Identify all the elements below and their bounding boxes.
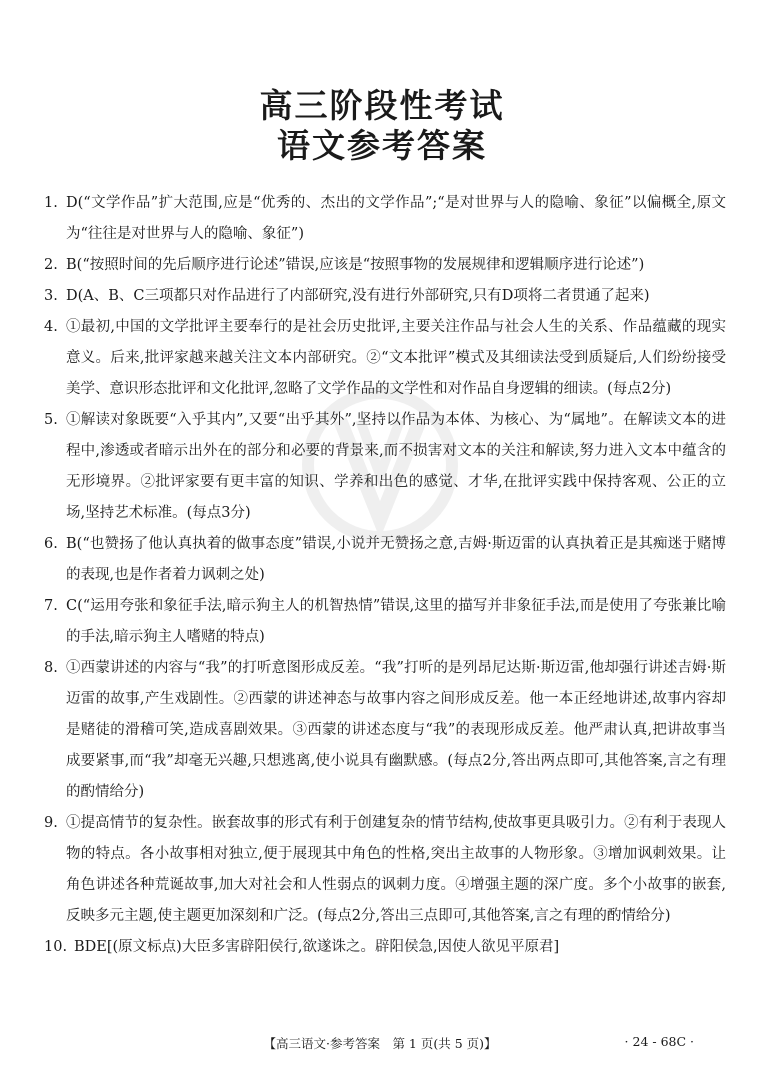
answer-text: D(A、B、C三项都只对作品进行了内部研究,没有进行外部研究,只有D项将二者贯通了起来) xyxy=(66,288,650,304)
answer-item-8 xyxy=(44,653,726,808)
answer-text: BDE[(原文标点)大臣多害辟阳侯行,欲遂诛之。辟阳侯急,因使人欲见平原君] xyxy=(74,939,560,955)
answer-item-6 xyxy=(44,529,726,591)
answer-text: D(“文学作品”扩大范围,应是“优秀的、杰出的文学作品”;“是对世界与人的隐喻、象征”以偏概全,原文为“往往是对世界与人的隐喻、象征”) xyxy=(66,195,726,242)
answer-number: 2. xyxy=(44,257,58,273)
answer-number: 9. xyxy=(44,815,58,831)
page-subtitle: 语文参考答案 xyxy=(277,126,487,165)
answer-text: ①最初,中国的文学批评主要奉行的是社会历史批评,主要关注作品与社会人生的关系、作品蕴藏的现实意义。后来,批评家越来越关注文本内部研究。②“文本批评”模式及其细读法受到质疑后,人们纷纷接受美学、意识形态批评和文化批评,忽略了文学作品的文学性和对作品自身逻辑的细读。(每点2分) xyxy=(66,319,726,397)
footer-page-info: 【高三语文·参考答案 第 1 页(共 5 页)】 xyxy=(263,1036,497,1051)
footer-code: · 24 - 68C · xyxy=(624,1034,694,1049)
answer-text: ①西蒙讲述的内容与“我”的打听意图形成反差。“我”打听的是列昂尼达斯·斯迈雷,他却强行讲述吉姆·斯迈雷的故事,产生戏剧性。②西蒙的讲述神态与故事内容之间形成反差。他一本正经地讲述,故事内容却是赌徒的滑稽可笑,造成喜剧效果。③西蒙的讲述态度与“我”的表现形成反差。他严肃认真,把讲故事当成要紧事,而“我”却毫无兴趣,只想逃离,使小说具有幽默感。(每点2分,答出两点即可,其他答案,言之有理的酌情给分) xyxy=(66,660,726,800)
answer-item-4 xyxy=(44,312,726,405)
answer-item-10 xyxy=(44,932,726,963)
answer-list xyxy=(44,188,726,963)
answer-number: 7. xyxy=(44,598,58,614)
answer-text: B(“也赞扬了他认真执着的做事态度”错误,小说并无赞扬之意,吉姆·斯迈雷的认真执着正是其痴迷于赌博的表现,也是作者着力讽刺之处) xyxy=(66,536,726,583)
answer-text: ①解读对象既要“入乎其内”,又要“出乎其外”,坚持以作品为本体、为核心、为“属地”。在解读文本的进程中,渗透或者暗示出外在的部分和必要的背景来,而不损害对文本的关注和解读,努力进入文本中蕴含的无形境界。②批评家要有更丰富的知识、学养和出色的感觉、才华,在批评实践中保持客观、公正的立场,坚持艺术标准。(每点3分) xyxy=(66,412,726,521)
page-title: 高三阶段性考试 xyxy=(259,86,505,125)
answer-number: 10. xyxy=(44,939,68,955)
answer-item-1 xyxy=(44,188,726,250)
answer-item-2 xyxy=(44,250,726,281)
answer-number: 1. xyxy=(44,195,58,211)
answer-number: 8. xyxy=(44,660,58,676)
answer-text: C(“运用夸张和象征手法,暗示狗主人的机智热情”错误,这里的描写并非象征手法,而是使用了夸张兼比喻的手法,暗示狗主人嗜赌的特点) xyxy=(66,598,726,645)
answer-number: 4. xyxy=(44,319,58,335)
answer-number: 3. xyxy=(44,288,58,304)
answer-text: ①提高情节的复杂性。嵌套故事的形式有利于创建复杂的情节结构,使故事更具吸引力。②有利于表现人物的特点。各小故事相对独立,便于展现其中角色的性格,突出主故事的人物形象。③增加讽刺效果。让角色讲述各种荒诞故事,加大对社会和人性弱点的讽刺力度。④增强主题的深广度。多个小故事的嵌套,反映多元主题,使主题更加深刻和广泛。(每点2分,答出三点即可,其他答案,言之有理的酌情给分) xyxy=(66,815,726,924)
answer-number: 6. xyxy=(44,536,58,552)
answer-item-3 xyxy=(44,281,726,312)
answer-number: 5. xyxy=(44,412,58,428)
answer-text: B(“按照时间的先后顺序进行论述”错误,应该是“按照事物的发展规律和逻辑顺序进行论述”) xyxy=(66,257,645,273)
answer-item-5 xyxy=(44,405,726,529)
answer-item-9 xyxy=(44,808,726,932)
answer-item-7 xyxy=(44,591,726,653)
